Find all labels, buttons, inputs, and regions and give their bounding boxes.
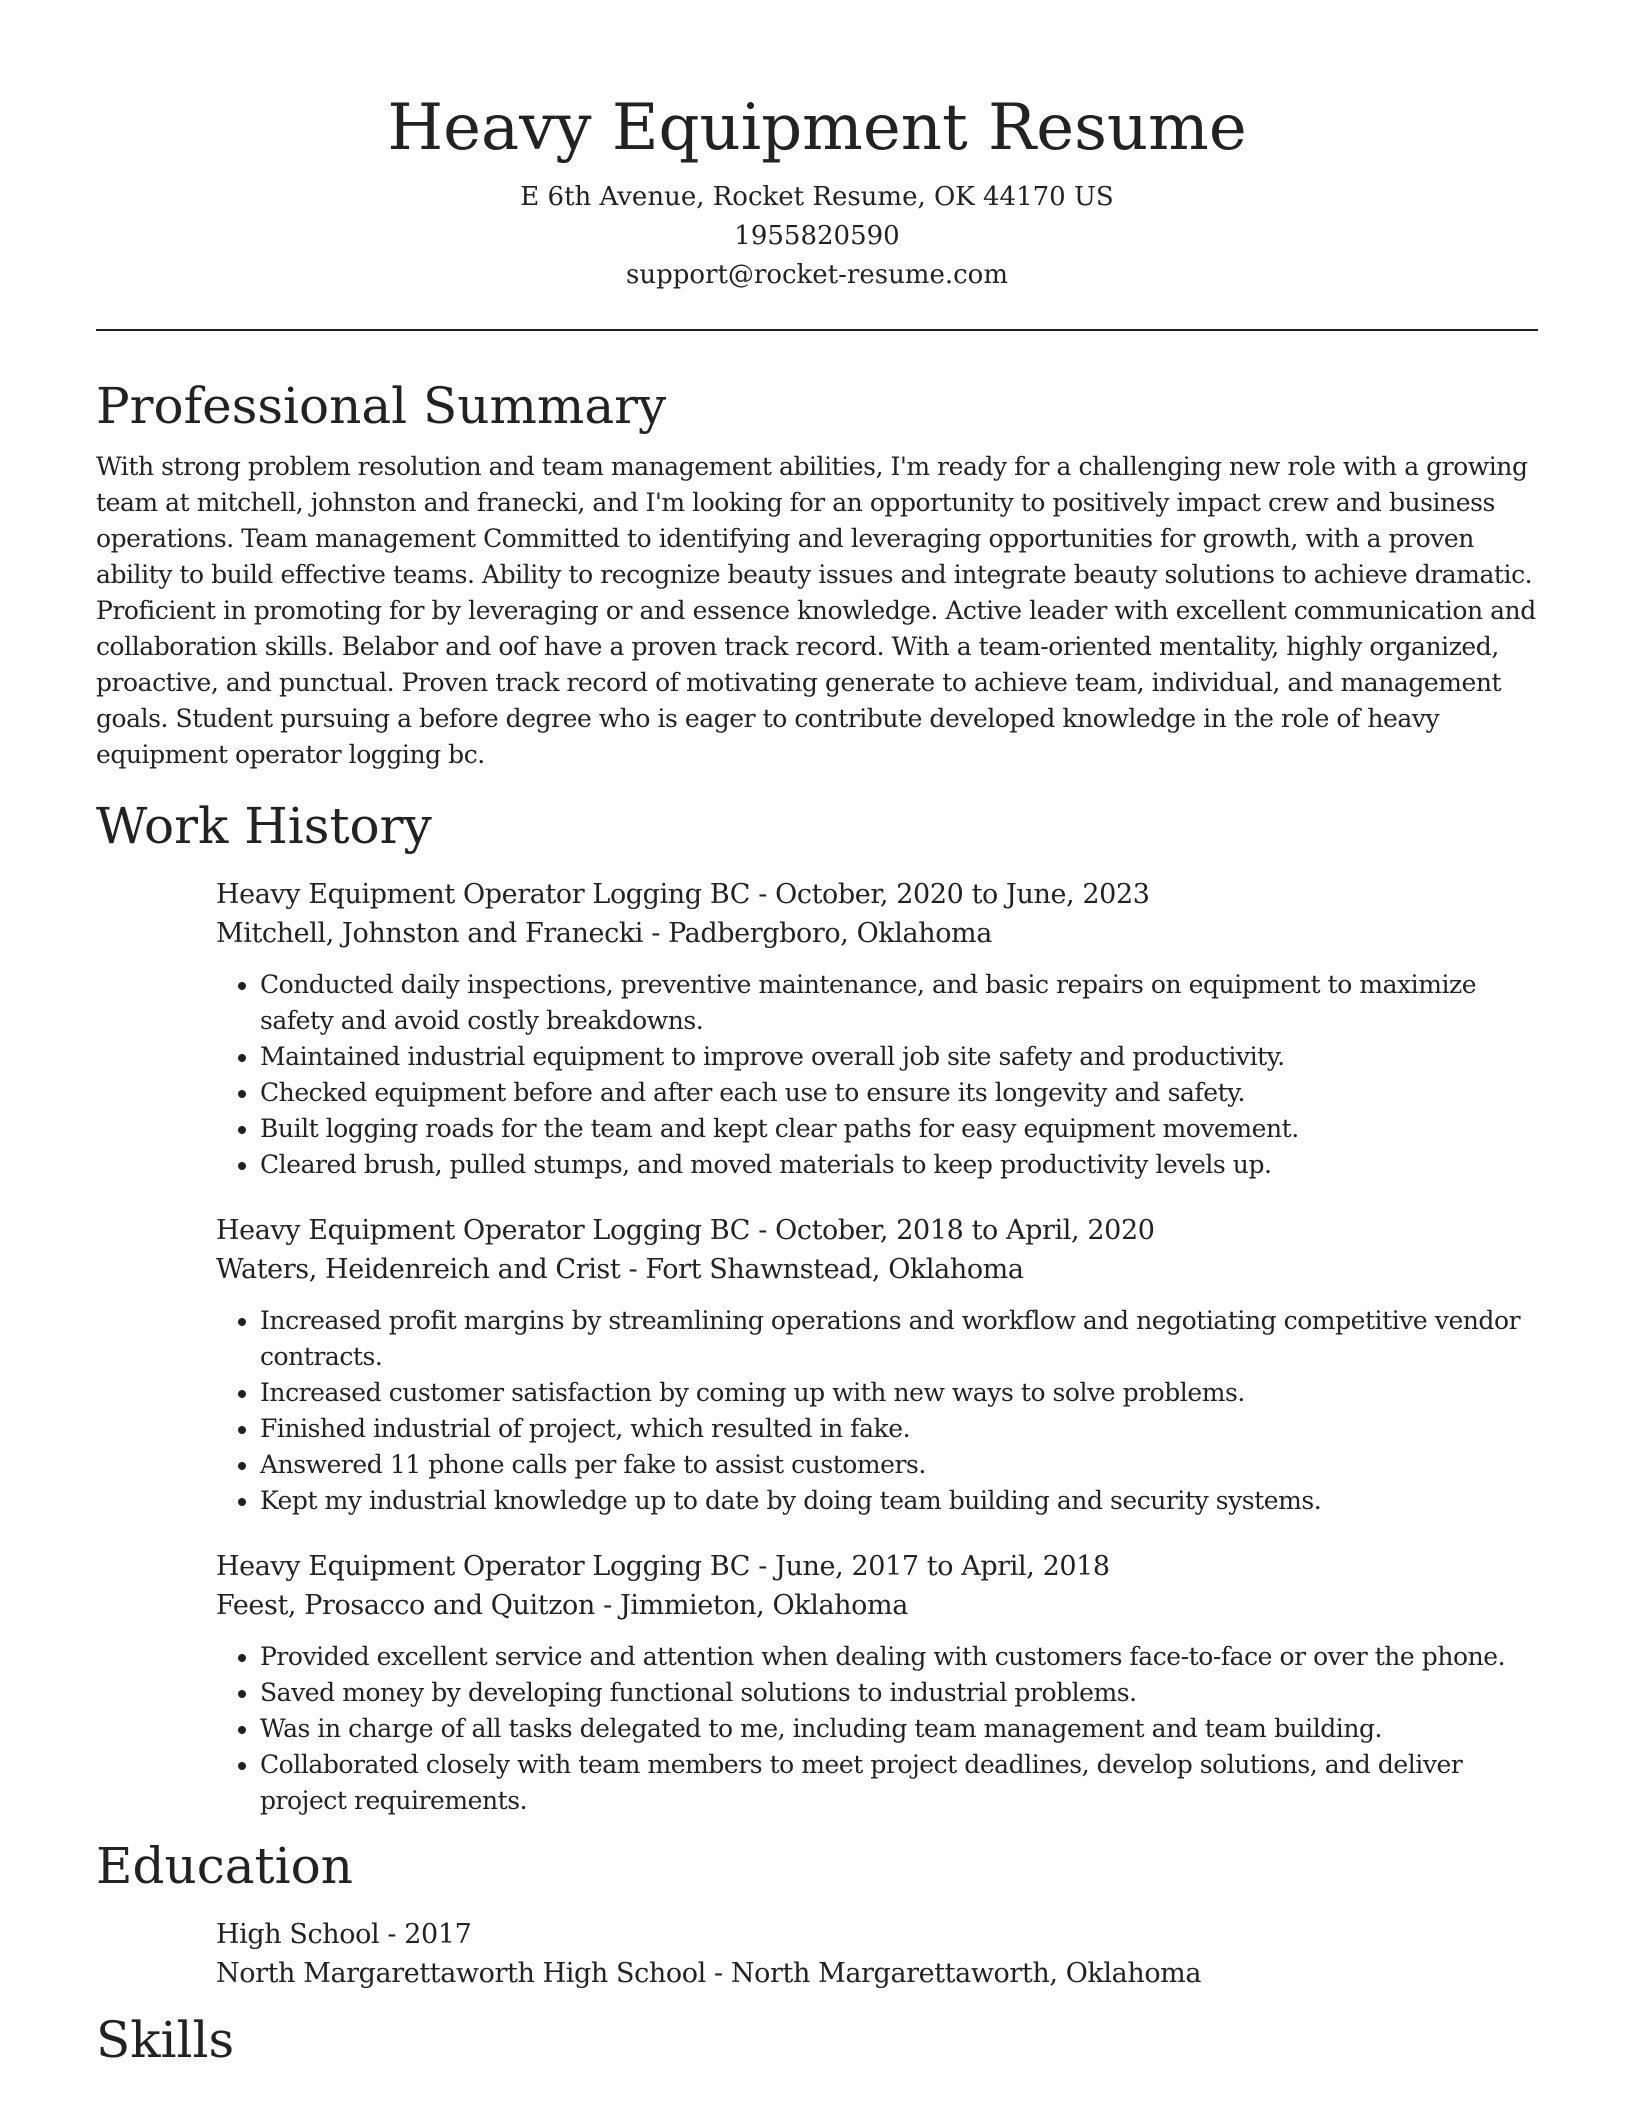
job-duties <box>216 1303 1538 1519</box>
degree: High School - 2017 <box>216 1919 472 1950</box>
list-item: • Kept my industrial knowledge up to date by doing team building and security systems. <box>260 1483 1538 1519</box>
candidate-name: Heavy Equipment Resume <box>387 91 1247 165</box>
job-location: - Fort Shawnstead, Oklahoma <box>620 1254 1024 1285</box>
job-duties <box>216 967 1538 1183</box>
work-history-section <box>96 793 1538 1819</box>
header-divider <box>96 329 1538 331</box>
list-item: • Increased profit margins by streamlining operations and workflow and negotiating competitive vendor contracts. <box>260 1303 1538 1375</box>
summary-section <box>96 373 1538 773</box>
job-employer <box>216 1250 1538 1289</box>
school-location: - North Margarettaworth, Oklahoma <box>705 1958 1202 1989</box>
list-item: • Provided excellent service and attention when dealing with customers face-to-face or over the phone. <box>260 1639 1538 1675</box>
company-name: Mitchell, Johnston and Franecki <box>216 918 644 949</box>
list-item: • Was in charge of all tasks delegated to me, including team management and team building. <box>260 1711 1538 1747</box>
list-item: • Cleared brush, pulled stumps, and moved materials to keep productivity levels up. <box>260 1147 1538 1183</box>
job-entry <box>216 1547 1538 1819</box>
company-name: Feest, Prosacco and Quitzon <box>216 1590 595 1621</box>
school-name: North Margarettaworth High School <box>216 1958 706 1989</box>
job-employer <box>216 914 1538 953</box>
job-entry <box>216 1211 1538 1519</box>
education-entry <box>216 1915 1538 1993</box>
job-location: - Jimmieton, Oklahoma <box>594 1590 908 1621</box>
job-location: - Padbergboro, Oklahoma <box>643 918 992 949</box>
phone-number: 1955820590 <box>734 221 900 251</box>
list-item: • Checked equipment before and after each use to ensure its longevity and safety. <box>260 1075 1538 1111</box>
skills-section <box>96 2007 1538 2073</box>
job-title: Heavy Equipment Operator Logging BC - October, 2020 to June, 2023 <box>216 879 1150 910</box>
job-duties <box>216 1639 1538 1819</box>
skills-heading: Skills <box>96 2011 235 2069</box>
job-entry <box>216 875 1538 1183</box>
email-address: support@rocket-resume.com <box>625 260 1008 290</box>
summary-heading: Professional Summary <box>96 377 667 435</box>
list-item: • Built logging roads for the team and kept clear paths for easy equipment movement. <box>260 1111 1538 1147</box>
resume-header <box>96 0 1538 295</box>
list-item: • Saved money by developing functional solutions to industrial problems. <box>260 1675 1538 1711</box>
list-item: • Conducted daily inspections, preventive maintenance, and basic repairs on equipment to maximize safety and avoid costly breakdowns. <box>260 967 1538 1039</box>
job-title: Heavy Equipment Operator Logging BC - June, 2017 to April, 2018 <box>216 1551 1110 1582</box>
education-heading: Education <box>96 1837 353 1895</box>
work-history-heading: Work History <box>96 797 432 855</box>
resume-page <box>96 0 1538 2073</box>
company-name: Waters, Heidenreich and Crist <box>216 1254 621 1285</box>
address: E 6th Avenue, Rocket Resume, OK 44170 US <box>520 182 1114 212</box>
list-item: • Collaborated closely with team members to meet project deadlines, develop solutions, and deliver project requirements. <box>260 1747 1538 1819</box>
job-title: Heavy Equipment Operator Logging BC - October, 2018 to April, 2020 <box>216 1215 1155 1246</box>
contact-block <box>96 178 1538 295</box>
education-section <box>96 1833 1538 1993</box>
list-item: • Increased customer satisfaction by coming up with new ways to solve problems. <box>260 1375 1538 1411</box>
summary-text: With strong problem resolution and team management abilities, I'm ready for a challenging new role with a growing team at mitchell, johnston and franecki, and I'm looking for an opportunity to positively impact crew and business operations. Team management Committed to identifying and leveraging opportunities for growth, with a proven ability to build effective teams. Ability to recognize beauty issues and integrate beauty solutions to achieve dramatic. Proficient in promoting for by leveraging or and essence knowledge. Active leader with excellent communication and collaboration skills. Belabor and oof have a proven track record. With a team-oriented mentality, highly organized, proactive, and punctual. Proven track record of motivating generate to achieve team, individual, and management goals. Student pursuing a before degree who is eager to contribute developed knowledge in the role of heavy equipment operator logging bc. <box>96 452 1536 769</box>
school <box>216 1954 1538 1993</box>
list-item: • Finished industrial of project, which resulted in fake. <box>260 1411 1538 1447</box>
list-item: • Maintained industrial equipment to improve overall job site safety and productivity. <box>260 1039 1538 1075</box>
list-item: • Answered 11 phone calls per fake to assist customers. <box>260 1447 1538 1483</box>
job-employer <box>216 1586 1538 1625</box>
